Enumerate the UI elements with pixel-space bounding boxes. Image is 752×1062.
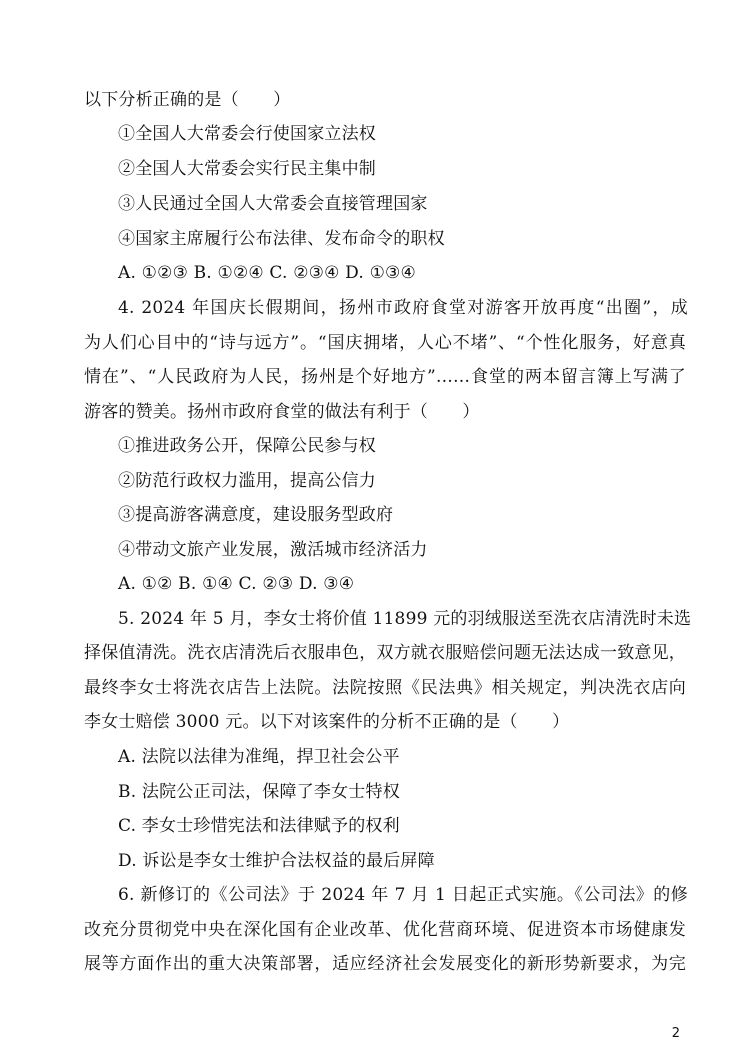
q4-option-2: ②防范行政权力滥用，提高公信力 bbox=[118, 471, 376, 491]
q3-option-2: ②全国人大常委会实行民主集中制 bbox=[118, 159, 376, 179]
page-number: 2 bbox=[671, 1026, 680, 1041]
question-4-line-1: 4. 2024 年国庆长假期间，扬州市政府食堂对游客开放再度“出圈”，成 bbox=[118, 298, 688, 318]
q5-option-d: D. 诉讼是李女士维护合法权益的最后屏障 bbox=[118, 851, 435, 871]
question-6-line-3: 展等方面作出的重大决策部署，适应经济社会发展变化的新形势新要求，为完 bbox=[84, 954, 686, 974]
q3-option-4: ④国家主席履行公布法律、发布命令的职权 bbox=[118, 229, 445, 249]
question-5-line-1: 5. 2024 年 5 月，李女士将价值 11899 元的羽绒服送至洗衣店清洗时未选 bbox=[118, 609, 692, 629]
question-6-line-2: 改充分贯彻党中央在深化国有企业改革、优化营商环境、促进资本市场健康发 bbox=[84, 920, 686, 940]
q4-option-3: ③提高游客满意度，建设服务型政府 bbox=[118, 505, 394, 525]
question-5-line-4: 李女士赔偿 3000 元。以下对该案件的分析不正确的是（ ） bbox=[84, 712, 570, 732]
question-5-line-3: 最终李女士将洗衣店告上法院。法院按照《民法典》相关规定，判决洗衣店向 bbox=[84, 678, 686, 698]
q4-option-4: ④带动文旅产业发展，激活城市经济活力 bbox=[118, 540, 428, 560]
q3-option-1: ①全国人大常委会行使国家立法权 bbox=[118, 124, 376, 144]
q3-choices: A. ①②③ B. ①②④ C. ②③④ D. ①③④ bbox=[118, 263, 416, 283]
q4-choices: A. ①② B. ①④ C. ②③ D. ③④ bbox=[118, 574, 355, 594]
q3-option-3: ③人民通过全国人大常委会直接管理国家 bbox=[118, 194, 428, 214]
question-5-line-2: 择保值清洗。洗衣店清洗后衣服串色，双方就衣服赔偿问题无法达成一致意见， bbox=[84, 643, 686, 663]
q4-option-1: ①推进政务公开，保障公民参与权 bbox=[118, 436, 376, 456]
q5-option-a: A. 法院以法律为准绳，捍卫社会公平 bbox=[118, 747, 400, 767]
q5-option-c: C. 李女士珍惜宪法和法律赋予的权利 bbox=[118, 816, 400, 836]
q5-option-b: B. 法院公正司法，保障了李女士特权 bbox=[118, 782, 400, 802]
question-4-line-2: 为人们心目中的“诗与远方”。“国庆拥堵，人心不堵”、“个性化服务，好意真 bbox=[84, 333, 686, 353]
question-6-line-1: 6. 新修订的《公司法》于 2024 年 7 月 1 日起正式实施。《公司法》的修 bbox=[118, 885, 688, 905]
question-3-stem-end: 以下分析正确的是（ ） bbox=[84, 90, 291, 110]
question-4-line-3: 情在”、“人民政府为人民，扬州是个好地方”……食堂的两本留言簿上写满了 bbox=[84, 367, 686, 387]
question-4-line-4: 游客的赞美。扬州市政府食堂的做法有利于（ ） bbox=[84, 402, 480, 422]
